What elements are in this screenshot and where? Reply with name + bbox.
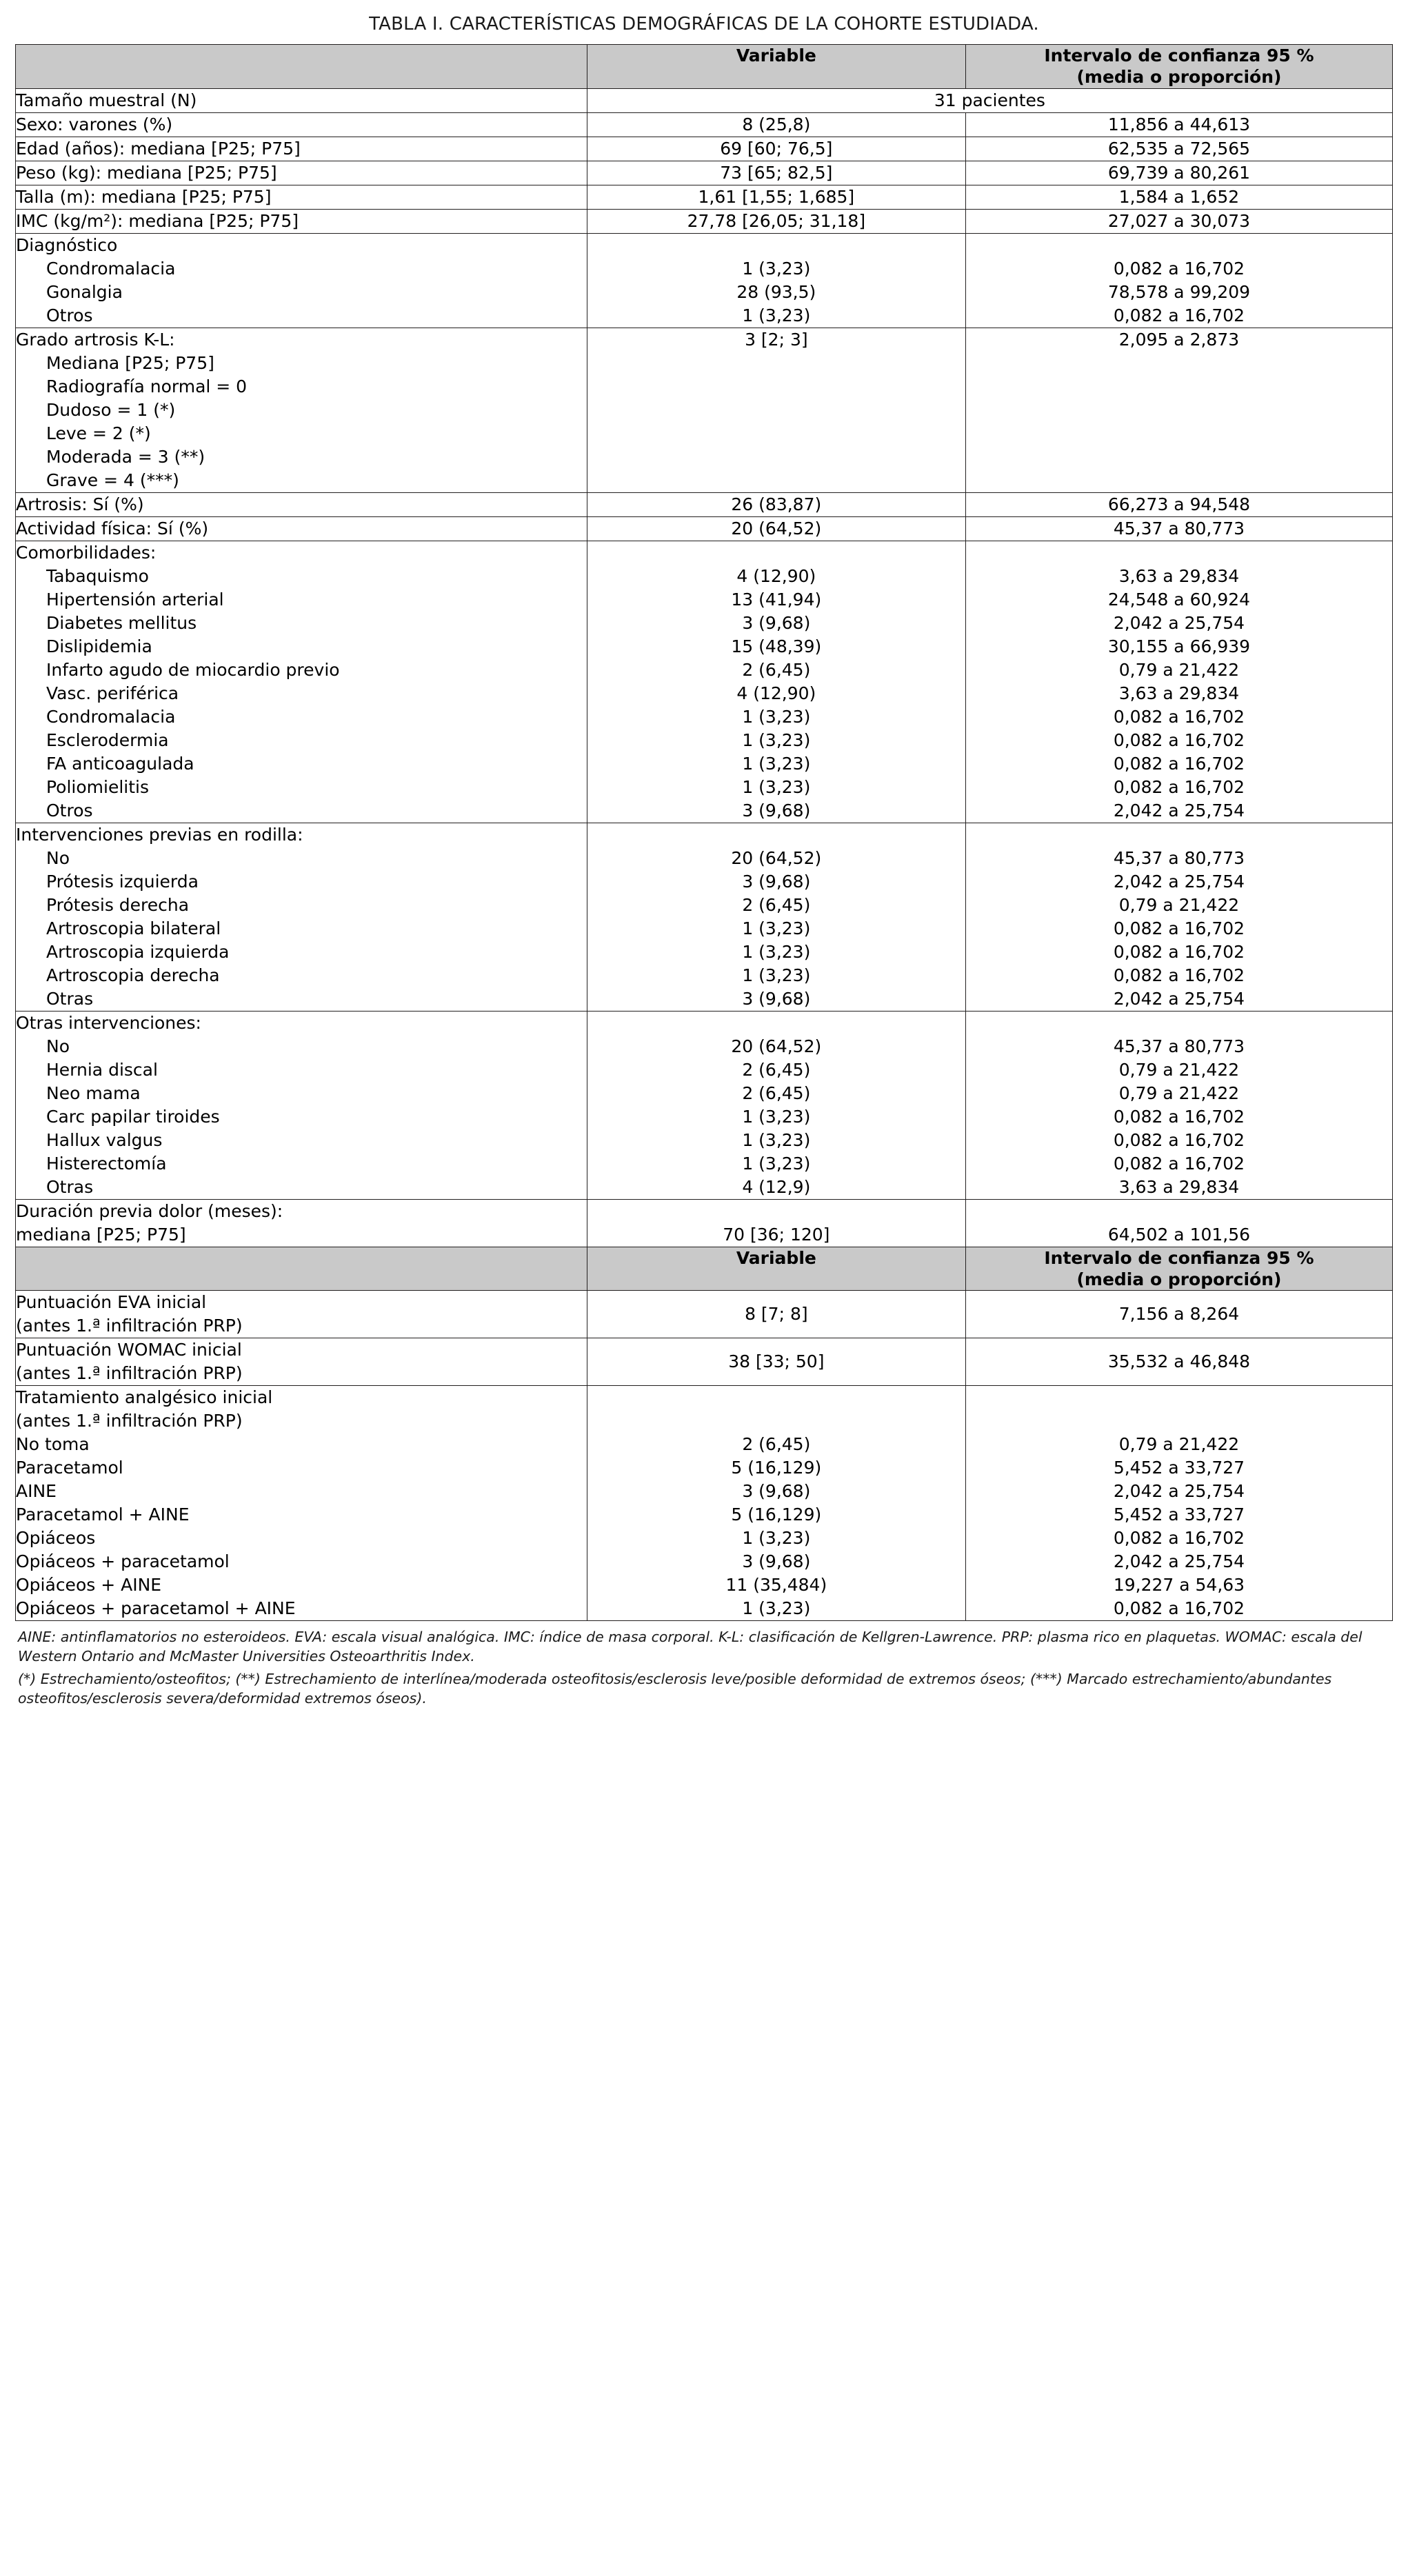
row-variable-imc: 27,78 [26,05; 31,18] [587,209,965,233]
list-value: 11 (35,484) [725,1575,827,1595]
group-otras-intervenciones-ics [965,1011,1392,1199]
list-item: Diabetes mellitus [46,612,197,633]
list-ic: 0,082 a 16,702 [1113,1153,1245,1174]
list-ic: 2,042 a 25,754 [1113,800,1245,821]
list-item: Paracetamol [16,1458,123,1478]
list-item: Opiáceos + paracetamol + AINE [16,1598,296,1618]
list-value: 3 (9,68) [742,871,811,892]
label-line2: (antes 1.ª infiltración PRP) [16,1316,243,1336]
list-ic: 0,082 a 16,702 [1113,258,1245,279]
list-value: 2 (6,45) [742,1434,811,1454]
row-label-edad: Edad (años): mediana [P25; P75] [16,137,587,161]
list-item: Poliomielitis [46,776,150,797]
list-item: Otros [46,305,93,325]
list-value: 1 (3,23) [742,729,811,750]
list-item: Histerectomía [46,1153,167,1174]
group-diagnostico-ics [965,233,1392,328]
footnote-asterisks: (*) Estrechamiento/osteofitos; (**) Estrechamiento de interlínea/moderada osteofitosis/esclerosis leve/posible deformidad de extremos óseos; (***) Marcado estrechamiento/abundantes osteofitos/esclerosis severa/deformidad extremos óseos). [18,1671,1332,1707]
label-line2: mediana [P25; P75] [16,1224,186,1245]
group-title: Otras intervenciones: [16,1012,201,1033]
group-comorbilidades-ics [965,541,1392,823]
table-row [16,185,1393,209]
row-ic-duracion-dolor [965,1199,1392,1247]
list-value: 5 (16,129) [731,1505,822,1525]
table-row [16,137,1393,161]
list-item: AINE [16,1481,57,1501]
group-artrosis-kl-variable: 3 [2; 3] [587,328,965,492]
table-row-eva [16,1291,1393,1338]
list-ic: 45,37 a 80,773 [1113,1036,1245,1056]
list-ic: 0,082 a 16,702 [1113,965,1245,985]
group-diagnostico-labels [16,233,587,328]
list-item: Gonalgia [46,281,123,302]
table-header-row-2 [16,1247,1393,1291]
group-title: Diagnóstico [16,234,118,255]
list-item: Opiáceos + AINE [16,1575,162,1595]
list-value: 3 (9,68) [742,800,811,821]
list-value: 5 (16,129) [731,1458,822,1478]
row-label-imc: IMC (kg/m²): mediana [P25; P75] [16,209,587,233]
list-item: Esclerodermia [46,729,169,750]
table-row-group-tratamiento [16,1386,1393,1621]
list-value: 1 (3,23) [742,941,811,962]
row-ic-artrosis: 66,273 a 94,548 [965,492,1392,516]
list-value: 13 (41,94) [731,589,822,610]
list-item: Condromalacia [46,258,176,279]
table-row-group-intervenciones-rodilla [16,823,1393,1011]
group-title: Comorbilidades: [16,542,157,563]
list-ic: 0,082 a 16,702 [1113,941,1245,962]
table-row [16,492,1393,516]
demographics-table [15,44,1393,1621]
list-ic: 78,578 a 99,209 [1107,281,1251,302]
row-variable-artrosis: 26 (83,87) [587,492,965,516]
group-artrosis-kl-labels [16,328,587,492]
list-ic: 45,37 a 80,773 [1113,847,1245,868]
list-item: Moderada = 3 (**) [46,446,205,467]
row-ic-eva: 7,156 a 8,264 [965,1291,1392,1338]
row-label-actividad-fisica: Actividad física: Sí (%) [16,516,587,541]
table-row-duracion-dolor [16,1199,1393,1247]
table-footnotes [15,1621,1393,1709]
list-value: 2 (6,45) [742,1083,811,1103]
list-value: 28 (93,5) [736,281,816,302]
list-ic: 2,042 a 25,754 [1113,612,1245,633]
list-ic: 0,79 a 21,422 [1118,659,1240,680]
header-ic-line1: Intervalo de confianza 95 % [1044,46,1314,66]
row-label-peso: Peso (kg): mediana [P25; P75] [16,161,587,185]
table-row [16,209,1393,233]
list-item: No toma [16,1434,90,1454]
row-ic-peso: 69,739 a 80,261 [965,161,1392,185]
list-ic: 5,452 a 33,727 [1113,1458,1245,1478]
group-comorbilidades-labels [16,541,587,823]
row-ic-sexo: 11,856 a 44,613 [965,112,1392,137]
row-ic-imc: 27,027 a 30,073 [965,209,1392,233]
row-variable-sexo: 8 (25,8) [587,112,965,137]
table-row [16,88,1393,112]
page-title: TABLA I. CARACTERÍSTICAS DEMOGRÁFICAS DE LA COHORTE ESTUDIADA. [369,14,1039,34]
list-ic: 24,548 a 60,924 [1107,589,1251,610]
list-ic: 0,79 a 21,422 [1118,1434,1240,1454]
list-value: 4 (12,9) [742,1176,811,1197]
table-row-womac [16,1338,1393,1386]
list-item: No [46,847,70,868]
header-confidence-interval [965,45,1392,89]
label-line1: Puntuación EVA inicial [16,1292,207,1312]
list-ic: 2,042 a 25,754 [1113,1551,1245,1571]
table-header-row [16,45,1393,89]
list-item: Opiáceos [16,1528,96,1548]
group-tratamiento-variables [587,1386,965,1621]
group-comorbilidades-variables [587,541,965,823]
list-ic: 3,63 a 29,834 [1118,565,1240,586]
list-ic: 0,79 a 21,422 [1118,1083,1240,1103]
list-item: FA anticoagulada [46,753,194,774]
list-item: Leve = 2 (*) [46,423,151,443]
list-value: 2 (6,45) [742,894,811,915]
group-diagnostico-variables [587,233,965,328]
label-line1: Puntuación WOMAC inicial [16,1340,242,1360]
list-ic: 0,79 a 21,422 [1118,1059,1240,1080]
list-value: 20 (64,52) [731,1036,822,1056]
list-value: 4 (12,90) [736,683,816,703]
list-value: 1 (3,23) [742,706,811,727]
list-value: 1 (3,23) [742,1129,811,1150]
row-variable-talla: 1,61 [1,55; 1,685] [587,185,965,209]
list-value: 20 (64,52) [731,847,822,868]
list-value: 3 (9,68) [742,1481,811,1501]
list-ic: 0,79 a 21,422 [1118,894,1240,915]
table-row [16,516,1393,541]
list-item: Condromalacia [46,706,176,727]
header-blank-cell-2 [16,1247,587,1291]
list-item: Hipertensión arterial [46,589,224,610]
list-item: Mediana [P25; P75] [46,352,214,373]
group-intervenciones-rodilla-variables [587,823,965,1011]
list-ic: 2,042 a 25,754 [1113,988,1245,1009]
header-variable: Variable [587,45,965,89]
list-item: Hallux valgus [46,1129,163,1150]
group-title: Intervenciones previas en rodilla: [16,824,303,845]
list-item: Infarto agudo de miocardio previo [46,659,340,680]
list-value: 70 [36; 120] [723,1224,830,1245]
list-ic: 0,082 a 16,702 [1113,706,1245,727]
list-item: Dislipidemia [46,636,152,656]
row-ic-talla: 1,584 a 1,652 [965,185,1392,209]
list-value: 15 (48,39) [731,636,822,656]
list-value: 2 (6,45) [742,659,811,680]
row-label-sexo: Sexo: varones (%) [16,112,587,137]
row-label-artrosis: Artrosis: Sí (%) [16,492,587,516]
list-ic: 3,63 a 29,834 [1118,1176,1240,1197]
list-value: 3 (9,68) [742,612,811,633]
list-item: Grave = 4 (***) [46,470,179,490]
list-ic: 0,082 a 16,702 [1113,1129,1245,1150]
row-variable-edad: 69 [60; 76,5] [587,137,965,161]
list-ic: 0,082 a 16,702 [1113,776,1245,797]
group-title-line1: Tratamiento analgésico inicial [16,1387,273,1407]
list-item: Hernia discal [46,1059,158,1080]
header-variable-2: Variable [587,1247,965,1291]
list-item: Radiografía normal = 0 [46,376,248,396]
table-row-group-diagnostico [16,233,1393,328]
row-variable-eva: 8 [7; 8] [587,1291,965,1338]
list-value: 1 (3,23) [742,753,811,774]
row-label-womac [16,1338,587,1386]
list-value: 1 (3,23) [742,1598,811,1618]
list-ic: 0,082 a 16,702 [1113,1598,1245,1618]
list-value: 1 (3,23) [742,1528,811,1548]
header-confidence-interval-2 [965,1247,1392,1291]
list-value: 1 (3,23) [742,776,811,797]
row-label-duracion-dolor [16,1199,587,1247]
list-item: Otros [46,800,93,821]
row-ic-actividad-fisica: 45,37 a 80,773 [965,516,1392,541]
table-row [16,112,1393,137]
row-label-sample-size: Tamaño muestral (N) [16,88,587,112]
group-otras-intervenciones-variables [587,1011,965,1199]
table-row-group-otras-intervenciones [16,1011,1393,1199]
list-item: Prótesis izquierda [46,871,199,892]
row-variable-actividad-fisica: 20 (64,52) [587,516,965,541]
list-item: Vasc. periférica [46,683,179,703]
list-value: 4 (12,90) [736,565,816,586]
list-item: Artroscopia bilateral [46,918,221,938]
group-tratamiento-labels [16,1386,587,1621]
footnote-abbreviations: AINE: antinflamatorios no esteroideos. EVA: escala visual analógica. IMC: índice de masa corporal. K-L: clasificación de Kellgren-Lawrence. PRP: plasma rico en plaquetas. WOMAC: escala del Western Ontario and McMaster Universities Osteoarthritis Index. [18,1629,1362,1664]
header-blank-cell [16,45,587,89]
list-item: Neo mama [46,1083,141,1103]
list-item: Artroscopia derecha [46,965,220,985]
row-variable-duracion-dolor [587,1199,965,1247]
group-title-line2: (antes 1.ª infiltración PRP) [16,1411,243,1431]
list-item: Dudoso = 1 (*) [46,399,176,420]
row-variable-womac: 38 [33; 50] [587,1338,965,1386]
list-ic: 0,082 a 16,702 [1113,305,1245,325]
list-item: No [46,1036,70,1056]
list-value: 1 (3,23) [742,1106,811,1127]
list-ic: 0,082 a 16,702 [1113,729,1245,750]
row-label-talla: Talla (m): mediana [P25; P75] [16,185,587,209]
list-ic: 2,042 a 25,754 [1113,1481,1245,1501]
list-item: Otras [46,1176,94,1197]
header-ic-line2: (media o proporción) [1076,67,1282,88]
row-label-eva [16,1291,587,1338]
row-value-sample-size: 31 pacientes [587,88,1392,112]
list-value: 1 (3,23) [742,305,811,325]
list-value: 1 (3,23) [742,1153,811,1174]
list-ic: 0,082 a 16,702 [1113,1106,1245,1127]
label-line1: Duración previa dolor (meses): [16,1200,283,1221]
list-item: Paracetamol + AINE [16,1505,190,1525]
list-ic: 0,082 a 16,702 [1113,1528,1245,1548]
list-value: 3 (9,68) [742,1551,811,1571]
group-artrosis-kl-ic: 2,095 a 2,873 [965,328,1392,492]
list-ic: 30,155 a 66,939 [1107,636,1251,656]
list-item: Tabaquismo [46,565,149,586]
list-ic: 0,082 a 16,702 [1113,918,1245,938]
list-ic: 64,502 a 101,56 [1107,1224,1251,1245]
list-value: 3 (9,68) [742,988,811,1009]
list-value: 1 (3,23) [742,965,811,985]
list-value: 1 (3,23) [742,918,811,938]
group-intervenciones-rodilla-labels [16,823,587,1011]
list-item: Otras [46,988,94,1009]
list-item: Artroscopia izquierda [46,941,230,962]
group-tratamiento-ics [965,1386,1392,1621]
row-variable-peso: 73 [65; 82,5] [587,161,965,185]
list-ic: 5,452 a 33,727 [1113,1505,1245,1525]
list-value: 1 (3,23) [742,258,811,279]
list-ic: 2,042 a 25,754 [1113,871,1245,892]
list-item: Carc papilar tiroides [46,1106,220,1127]
row-ic-edad: 62,535 a 72,565 [965,137,1392,161]
table-row-group-artrosis-kl [16,328,1393,492]
header-ic-line2: (media o proporción) [1076,1269,1282,1289]
list-ic: 3,63 a 29,834 [1118,683,1240,703]
list-ic: 0,082 a 16,702 [1113,753,1245,774]
group-title: Grado artrosis K-L: [16,329,175,350]
list-item: Opiáceos + paracetamol [16,1551,230,1571]
group-intervenciones-rodilla-ics [965,823,1392,1011]
table-row [16,161,1393,185]
list-item: Prótesis derecha [46,894,190,915]
list-ic: 19,227 a 54,63 [1113,1575,1245,1595]
row-ic-womac: 35,532 a 46,848 [965,1338,1392,1386]
table-row-group-comorbilidades [16,541,1393,823]
group-otras-intervenciones-labels [16,1011,587,1199]
header-ic-line1: Intervalo de confianza 95 % [1044,1247,1314,1268]
list-value: 2 (6,45) [742,1059,811,1080]
label-line2: (antes 1.ª infiltración PRP) [16,1363,243,1383]
